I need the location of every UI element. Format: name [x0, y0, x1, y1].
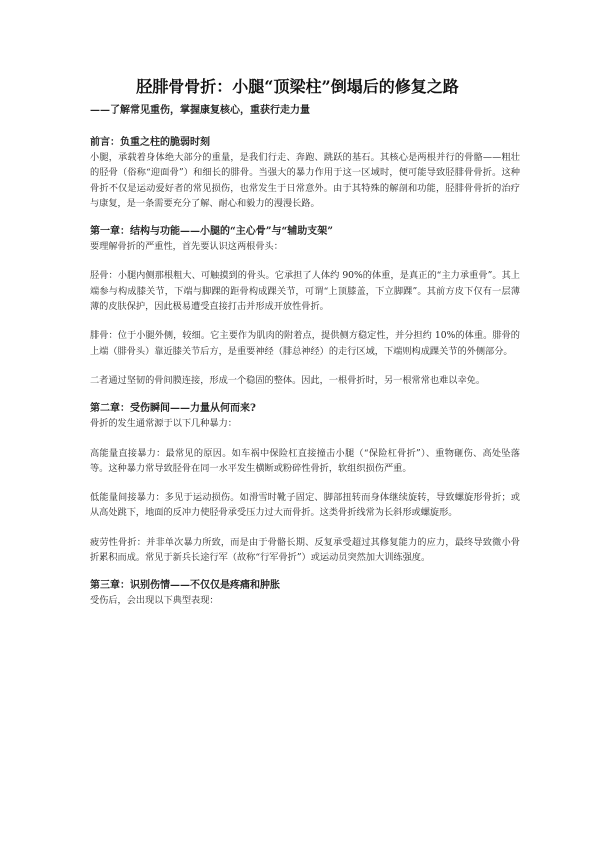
preface-heading: 前言：负重之柱的脆弱时刻	[90, 137, 210, 148]
chapter-2-heading: 第二章：受伤瞬间——力量从何而来?	[90, 403, 256, 415]
chapter-1-paragraph-fibula: 腓骨：位于小腿外侧，较细。它主要作为肌肉的附着点，提供侧方稳定性，并分担约 10%的体重。腓骨的上端（腓骨头）靠近膝关节后方，是重要神经（腓总神经）的走行区域，下端则构成踝关节的外侧部分。	[90, 330, 520, 357]
preface-paragraph: 小腿，承载着身体绝大部分的重量，是我们行走、奔跑、跳跃的基石。其核心是两根并行的骨骼——粗壮的胫骨（俗称“迎面骨”）和细长的腓骨。当强大的暴力作用于这一区域时，便可能导致胫腓骨骨折。这种骨折不仅是运动爱好者的常见损伤，也常发生于日常意外。由于其特殊的解剖和功能，胫腓骨骨折的治疗与康复，是一条需要充分了解、耐心和毅力的漫漫长路。	[90, 152, 520, 209]
chapter-3-heading: 第三章：识别伤情——不仅仅是疼痛和肿胀	[90, 580, 280, 592]
page-subtitle: ——了解常见重伤，掌握康复核心，重获行走力量	[90, 105, 310, 116]
chapter-2-paragraph-low-energy: 低能量间接暴力：多见于运动损伤。如滑雪时靴子固定、脚部扭转而身体继续旋转，导致螺旋形骨折；或从高处跳下，地面的反冲力使胫骨承受压力过大而骨折。这类骨折线常为长斜形或螺旋形。	[90, 492, 520, 519]
chapter-2-section	[90, 402, 520, 565]
chapter-1-paragraph-membrane: 二者通过坚韧的骨间膜连接，形成一个稳固的整体。因此，一根骨折时，另一根常常也难以幸免。	[90, 374, 486, 386]
chapter-3-section	[90, 579, 520, 608]
page-title: 胫腓骨骨折：小腿“顶梁柱”倒塌后的修复之路	[136, 77, 459, 96]
chapter-3-intro: 受伤后，会出现以下典型表现：	[90, 595, 219, 607]
chapter-1-paragraph-tibia: 胫骨：小腿内侧那根粗大、可触摸到的骨头。它承担了人体约 90%的体重，是真正的“主力承重骨”。其上端参与构成膝关节，下端与脚踝的距骨构成踝关节，可谓“上顶膝盖，下立脚踝”。其前方皮下仅有一层薄薄的皮肤保护，因此极易遭受直接打击并形成开放性骨折。	[90, 270, 520, 313]
preface-section	[90, 136, 520, 211]
chapter-2-paragraph-high-energy: 高能量直接暴力：最常见的原因。如车祸中保险杠直接撞击小腿（“保险杠骨折”）、重物砸伤、高处坠落等。这种暴力常导致胫骨在同一水平发生横断或粉碎性骨折，软组织损伤严重。	[90, 447, 520, 474]
chapter-2-intro: 骨折的发生通常源于以下几种暴力：	[90, 418, 237, 430]
chapter-1-section	[90, 225, 520, 388]
chapter-2-paragraph-fatigue: 疲劳性骨折：并非单次暴力所致，而是由于骨骼长期、反复承受超过其修复能力的应力，最终导致微小骨折累积而成。常见于新兵长途行军（故称“行军骨折”）或运动员突然加大训练强度。	[90, 536, 520, 564]
chapter-1-intro: 要理解骨折的严重性，首先要认识这两根骨头：	[90, 241, 283, 253]
document-body	[90, 136, 520, 609]
chapter-1-heading: 第一章：结构与功能——小腿的“主心骨”与“辅助支架”	[90, 226, 334, 238]
